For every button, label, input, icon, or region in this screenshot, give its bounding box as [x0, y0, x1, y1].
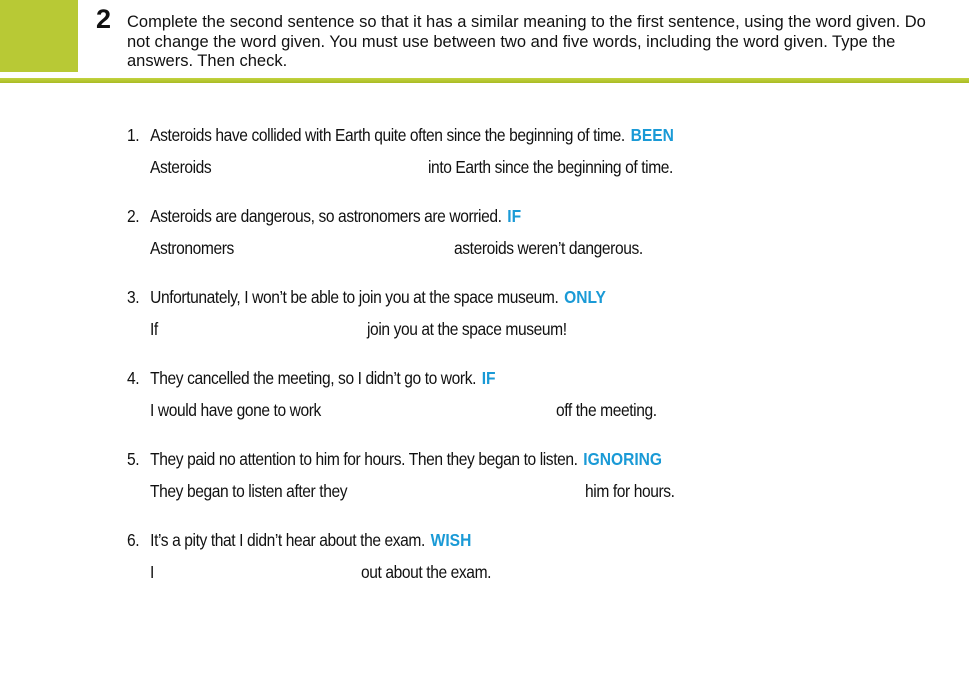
source-sentence: [127, 449, 662, 470]
list-item: [127, 446, 947, 527]
source-sentence: [127, 287, 606, 308]
sentence-suffix: him for hours.: [585, 481, 675, 501]
target-sentence: [150, 319, 850, 343]
item-number: 3.: [127, 287, 140, 307]
sentence-prefix: Asteroids: [150, 157, 212, 177]
sentence-prefix: If: [150, 319, 158, 339]
sentence-prefix: I would have gone to work: [150, 400, 321, 420]
sentence-prefix: Astronomers: [150, 238, 234, 258]
sentence-text: Asteroids have collided with Earth quite often since the beginning of time.: [150, 125, 625, 145]
target-sentence: [150, 400, 850, 424]
exercise-instructions: Complete the second sentence so that it has a similar meaning to the first sentence, using the word given. Do not change the word given. You must use between two and five words, including the word given. Type the answers. Then check.: [127, 13, 926, 71]
item-number: 6.: [127, 530, 140, 550]
header-accent-block: [0, 0, 78, 72]
list-item: [127, 122, 947, 203]
list-item: [127, 284, 947, 365]
sentence-prefix: They began to listen after they: [150, 481, 348, 501]
answer-gap[interactable]: [354, 400, 550, 422]
exercise-number: 2: [96, 4, 112, 34]
answer-gap[interactable]: [253, 238, 449, 260]
keyword: IGNORING: [583, 449, 663, 469]
keyword: IF: [481, 368, 496, 388]
keyword: IF: [507, 206, 522, 226]
item-number: 4.: [127, 368, 140, 388]
answer-gap[interactable]: [228, 157, 424, 179]
keyword: WISH: [430, 530, 472, 550]
source-sentence: [127, 368, 496, 389]
target-sentence: [150, 157, 850, 181]
answer-gap[interactable]: [166, 319, 362, 341]
sentence-text: They paid no attention to him for hours. Then they began to listen.: [150, 449, 578, 469]
sentence-text: Unfortunately, I won’t be able to join you at the space museum.: [150, 287, 559, 307]
item-number: 2.: [127, 206, 140, 226]
sentence-suffix: into Earth since the beginning of time.: [428, 157, 674, 177]
target-sentence: [150, 481, 850, 505]
sentence-suffix: off the meeting.: [556, 400, 657, 420]
sentence-prefix: I: [150, 562, 154, 582]
sentence-suffix: out about the exam.: [361, 562, 492, 582]
answer-gap[interactable]: [160, 562, 356, 584]
answer-gap[interactable]: [382, 481, 578, 503]
sentence-text: They cancelled the meeting, so I didn’t go to work.: [150, 368, 477, 388]
sentence-text: It’s a pity that I didn’t hear about the exam.: [150, 530, 425, 550]
exercise-list: [127, 122, 947, 608]
list-item: [127, 527, 947, 608]
item-number: 5.: [127, 449, 140, 469]
header-divider: [0, 78, 969, 83]
sentence-suffix: join you at the space museum!: [367, 319, 567, 339]
keyword: ONLY: [564, 287, 606, 307]
keyword: BEEN: [630, 125, 674, 145]
list-item: [127, 365, 947, 446]
target-sentence: [150, 238, 850, 262]
item-number: 1.: [127, 125, 140, 145]
source-sentence: [127, 206, 521, 227]
target-sentence: [150, 562, 850, 586]
source-sentence: [127, 530, 471, 551]
sentence-suffix: asteroids weren’t dangerous.: [454, 238, 643, 258]
exercise-header: [0, 0, 969, 84]
list-item: [127, 203, 947, 284]
sentence-text: Asteroids are dangerous, so astronomers are worried.: [150, 206, 502, 226]
source-sentence: [127, 125, 674, 146]
